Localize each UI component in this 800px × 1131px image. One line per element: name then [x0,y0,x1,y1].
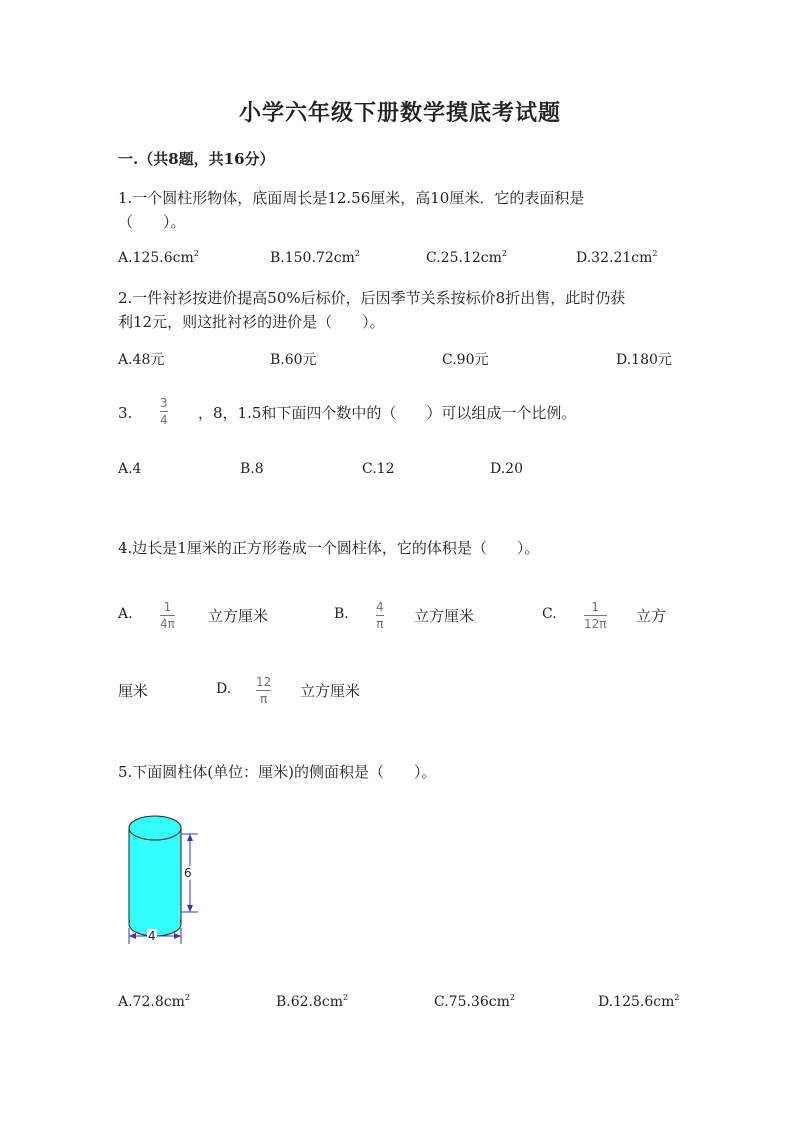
q4-option-a-fraction: 1 4π [160,600,175,631]
question-1-text: 1.一个圆柱形物体，底面周长是12.56厘米，高10厘米．它的表面积是 [118,189,585,207]
q2-option-d: D.180元 [616,352,672,368]
q5-option-a: $A.72.8cm^2$ [118,993,190,1010]
q4-option-c-unit-wrap: 厘米 [118,682,149,700]
q5-option-d: $D.125.6cm^2$ [598,993,680,1010]
cylinder-figure [118,808,218,958]
cylinder-height-label: 6 [184,866,192,880]
question-3-number: 3. [118,404,133,422]
q4-option-a-unit: 立方厘米 [208,607,269,625]
question-5-text: 5.下面圆柱体(单位：厘米)的侧面积是（ ）。 [118,763,437,781]
q4-option-d-fraction: 12 π [256,675,272,706]
fraction-numerator: 3 [160,396,168,410]
q2-option-c: C.90元 [442,352,489,368]
q4-option-d-unit: 立方厘米 [300,682,361,700]
q4-option-a-label: A. [118,606,133,622]
q2-option-b: B.60元 [270,352,317,368]
q5-option-c: $C.75.36cm^2$ [434,993,515,1010]
question-3-text: ，8，1.5和下面四个数中的（ ）可以组成一个比例。 [198,404,577,422]
question-1-text-cont: （ ）。 [118,213,186,231]
section-heading: 一.（共8题，共16分） [118,150,275,168]
q4-option-c-fraction: 1 12π [584,600,607,631]
q4-option-d-label: D. [216,681,232,697]
q1-option-a: $A.125.6cm^2$ [118,249,199,266]
q3-option-a: A.4 [118,461,142,477]
q3-option-b: B.8 [240,461,264,477]
q4-option-c-unit: 立方 [636,607,667,625]
fraction-denominator: 4 [160,413,168,427]
cylinder-diameter-label: 4 [148,929,156,943]
q2-option-a: A.48元 [118,352,165,368]
q4-option-c-label: C. [542,606,557,622]
q4-option-b-fraction: 4 π [376,600,384,631]
q4-option-b-label: B. [334,606,349,622]
q4-option-b-unit: 立方厘米 [414,607,475,625]
exam-title: 小学六年级下册数学摸底考试题 [238,100,561,126]
question-2-text: 2.一件衬衫按进价提高50%后标价，后因季节关系按标价8折出售，此时仍获 [118,289,626,307]
q3-option-d: D.20 [490,461,523,477]
fraction-three-quarters [160,396,168,427]
q1-option-b: $B.150.72cm^2$ [270,249,360,266]
question-4-text: 4.边长是1厘米的正方形卷成一个圆柱体，它的体积是（ ）。 [118,539,540,557]
q1-option-c: $C.25.12cm^2$ [426,249,507,266]
q3-option-c: C.12 [362,461,395,477]
q1-option-d: $D.32.21cm^2$ [576,249,658,266]
question-2-text-cont: 利12元，则这批衬衫的进价是（ ）。 [118,313,385,331]
q5-option-b: $B.62.8cm^2$ [276,993,349,1010]
